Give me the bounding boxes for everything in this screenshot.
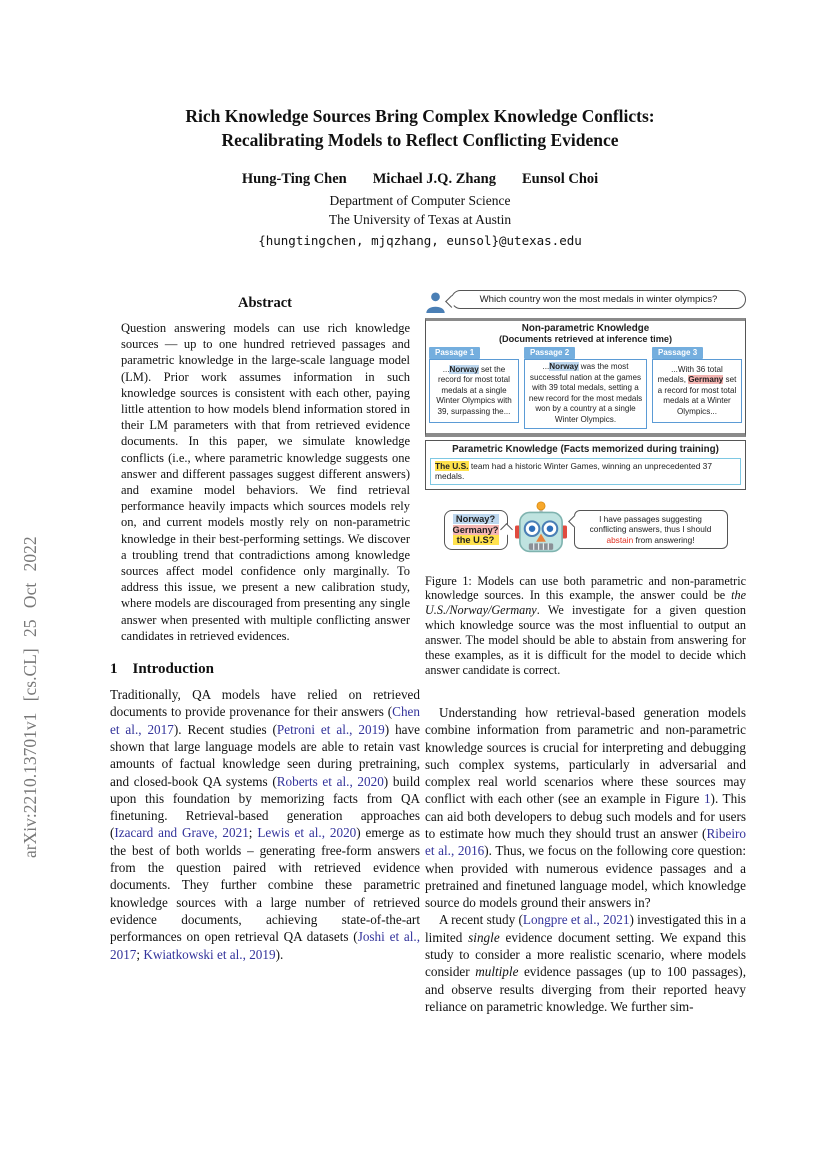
title-line-2: Recalibrating Models to Reflect Conflicting Evidence — [221, 130, 619, 150]
abstract-heading: Abstract — [238, 295, 292, 311]
university: The University of Texas at Austin — [328, 212, 512, 227]
parametric-box — [425, 440, 746, 490]
paper-title — [90, 104, 750, 152]
author-1: Hung-Ting Chen — [241, 171, 347, 187]
section-heading-introduction — [110, 661, 420, 678]
passage-text-2-content: ...Norway was the most successful nation at the games with 39 total medals, setting a new record for the most medals won by a country at a single Winter Olympics. — [528, 362, 643, 424]
left-column — [110, 295, 420, 963]
robot-icon — [515, 501, 567, 558]
section-number: 1 — [110, 661, 118, 678]
department: Department of Computer Science — [329, 193, 511, 208]
citation-link[interactable]: 1 — [703, 791, 711, 807]
nonparametric-box — [425, 318, 746, 437]
citation-link[interactable]: Petroni et al., 2019 — [276, 721, 385, 737]
citation-link[interactable]: Roberts et al., 2020 — [276, 773, 384, 789]
guess-bubble: Norway? Germany? the U.S? — [444, 510, 508, 550]
passage-tab-1: Passage 1 — [429, 347, 480, 359]
passage-card-3 — [652, 347, 742, 423]
intro-paragraph: Traditionally, QA models have relied on retrieved documents to provide provenance for their answers (Chen et al., 2017). Recent studies (Petroni et al., 2019) have shown that large language models are able to retain vast amounts of factual knowledge seen during pretraining, and closed-book QA systems (Roberts et al., 2020) build upon this foundation by memorizing facts from QA finetuning. Retrieval-based generation approaches (Izacard and Grave, 2021; Lewis et al., 2020) emerge as the best of both worlds – generating free-form answers from the question paired with retrieved evidence documents. They further combine these parametric knowledge sources with a large number of retrieved evidence documents, achieving state-of-the-art performances on open retrieval QA datasets (Joshi et al., 2017; Kwiatkowski et al., 2019). — [110, 687, 421, 962]
passage-text-3 — [652, 359, 742, 423]
email-line: {hungtingchen, mjqzhang, eunsol}@utexas.edu — [258, 233, 582, 248]
title-line-1: Rich Knowledge Sources Bring Complex Knowledge Conflicts: — [185, 106, 655, 126]
citation-link[interactable]: Lewis et al., 2020 — [257, 825, 357, 841]
passage-tab-3: Passage 3 — [652, 347, 703, 359]
passage-text-3-content: ...With 36 total medals, Germany set a record for most total medals at a Winter Olympics... — [657, 364, 737, 416]
question-bubble: Which country won the most medals in winter olympics? — [451, 290, 746, 309]
parametric-title: Parametric Knowledge (Facts memorized during training) — [452, 443, 719, 455]
abstract-text: Question answering models can use rich knowledge sources — up to one hundred retrieved passages and parametric knowledge in the large-scale language model (LM). Prior work assumes information in such knowledge sources is consistent with each other, paying little attention to how models blend information stored in their LM parameters with that from retrieved evidence documents. In this paper, we simulate knowledge conflicts (i.e., where parametric knowledge suggests one answer and different passages suggest different answers) and examine model behaviors. We find retrieval performance heavily impacts which sources models rely on, and current models mostly rely on non-parametric knowledge in their best-performing settings. We discover a troubling trend that contradictions among knowledge sources affect model confidence only marginally. To address this issue, we present a new calibration study, where models are discouraged from presenting any single answer when presented with multiple conflicting answer candidates in retrieved evidences. — [121, 321, 410, 643]
passage-text-1-content: ...Norway set the record for most total medals at a single Winter Olympics with 39, surpassing the... — [436, 364, 512, 416]
authors-line — [90, 171, 750, 188]
right-column — [425, 290, 746, 1015]
body-paragraph-2: A recent study (Longpre et al., 2021) investigated this in a limited single evidence document setting. We expand this study to consider a more realistic scenario, where models consider multiple evidence passages (up to 100 passages), and observe results diverging from their reported heavy reliance on parametric knowledge. We further sim- — [425, 912, 746, 1014]
answer-bubble: I have passages suggesting conflicting answers, thus I should abstain from answering! — [574, 510, 728, 549]
author-2: Michael J.Q. Zhang — [372, 171, 496, 187]
body-paragraph-1: Understanding how retrieval-based generation models combine information from parametric and non-parametric knowledge sources is crucial for interpreting and debugging such complex systems, particularly in adversarial and complex real world scenarios where these sources may conflict with each other (see an example in Figure 1). This can aid both developers to debug such models and for users to estimate how much they should trust an answer (Ribeiro et al., 2016). Thus, we focus on the following core question: when provided with numerous evidence passages and a pretrained and finetuned language model, which knowledge source do models ground their answers in? — [425, 704, 746, 911]
nonparametric-title: Non-parametric Knowledge — [521, 323, 650, 334]
user-icon — [425, 290, 446, 315]
author-3: Eunsol Choi — [522, 171, 599, 187]
figure-caption: Figure 1: Models can use both parametric and non-parametric knowledge sources. In this example, the answer could be the U.S./Norway/Germany. We investigate for a given question which knowledge source was the most influential to output an answer. The model should be able to abstain from answering for these examples, as it is difficult for the model to decide which answer candidate is correct. — [425, 573, 746, 677]
robot-row — [425, 497, 746, 563]
arxiv-watermark: arXiv:2210.13701v1 [cs.CL] 25 Oct 2022 — [20, 536, 40, 858]
passage-row — [429, 347, 742, 429]
paper-header — [90, 104, 750, 248]
passage-card-1 — [429, 347, 519, 423]
passage-text-1 — [429, 359, 519, 423]
citation-link[interactable]: Joshi et al., 2017 — [110, 929, 421, 962]
citation-link[interactable]: Izacard and Grave, 2021 — [114, 825, 249, 841]
nonparametric-subtitle: (Documents retrieved at inference time) — [498, 334, 673, 344]
citation-link[interactable]: Chen et al., 2017 — [110, 704, 420, 737]
figure-1 — [425, 290, 746, 563]
passage-text-2 — [524, 359, 647, 429]
citation-link[interactable]: Ribeiro et al., 2016 — [425, 825, 746, 859]
citation-link[interactable]: Kwiatkowski et al., 2019 — [143, 946, 276, 962]
passage-tab-2: Passage 2 — [524, 347, 575, 359]
parametric-fact: The U.S. team had a historic Winter Games, winning an unprecedented 37 medals. — [430, 458, 741, 485]
passage-card-2 — [524, 347, 647, 429]
section-title: Introduction — [132, 661, 214, 678]
question-row — [425, 290, 746, 315]
citation-link[interactable]: Longpre et al., 2021 — [522, 912, 630, 928]
